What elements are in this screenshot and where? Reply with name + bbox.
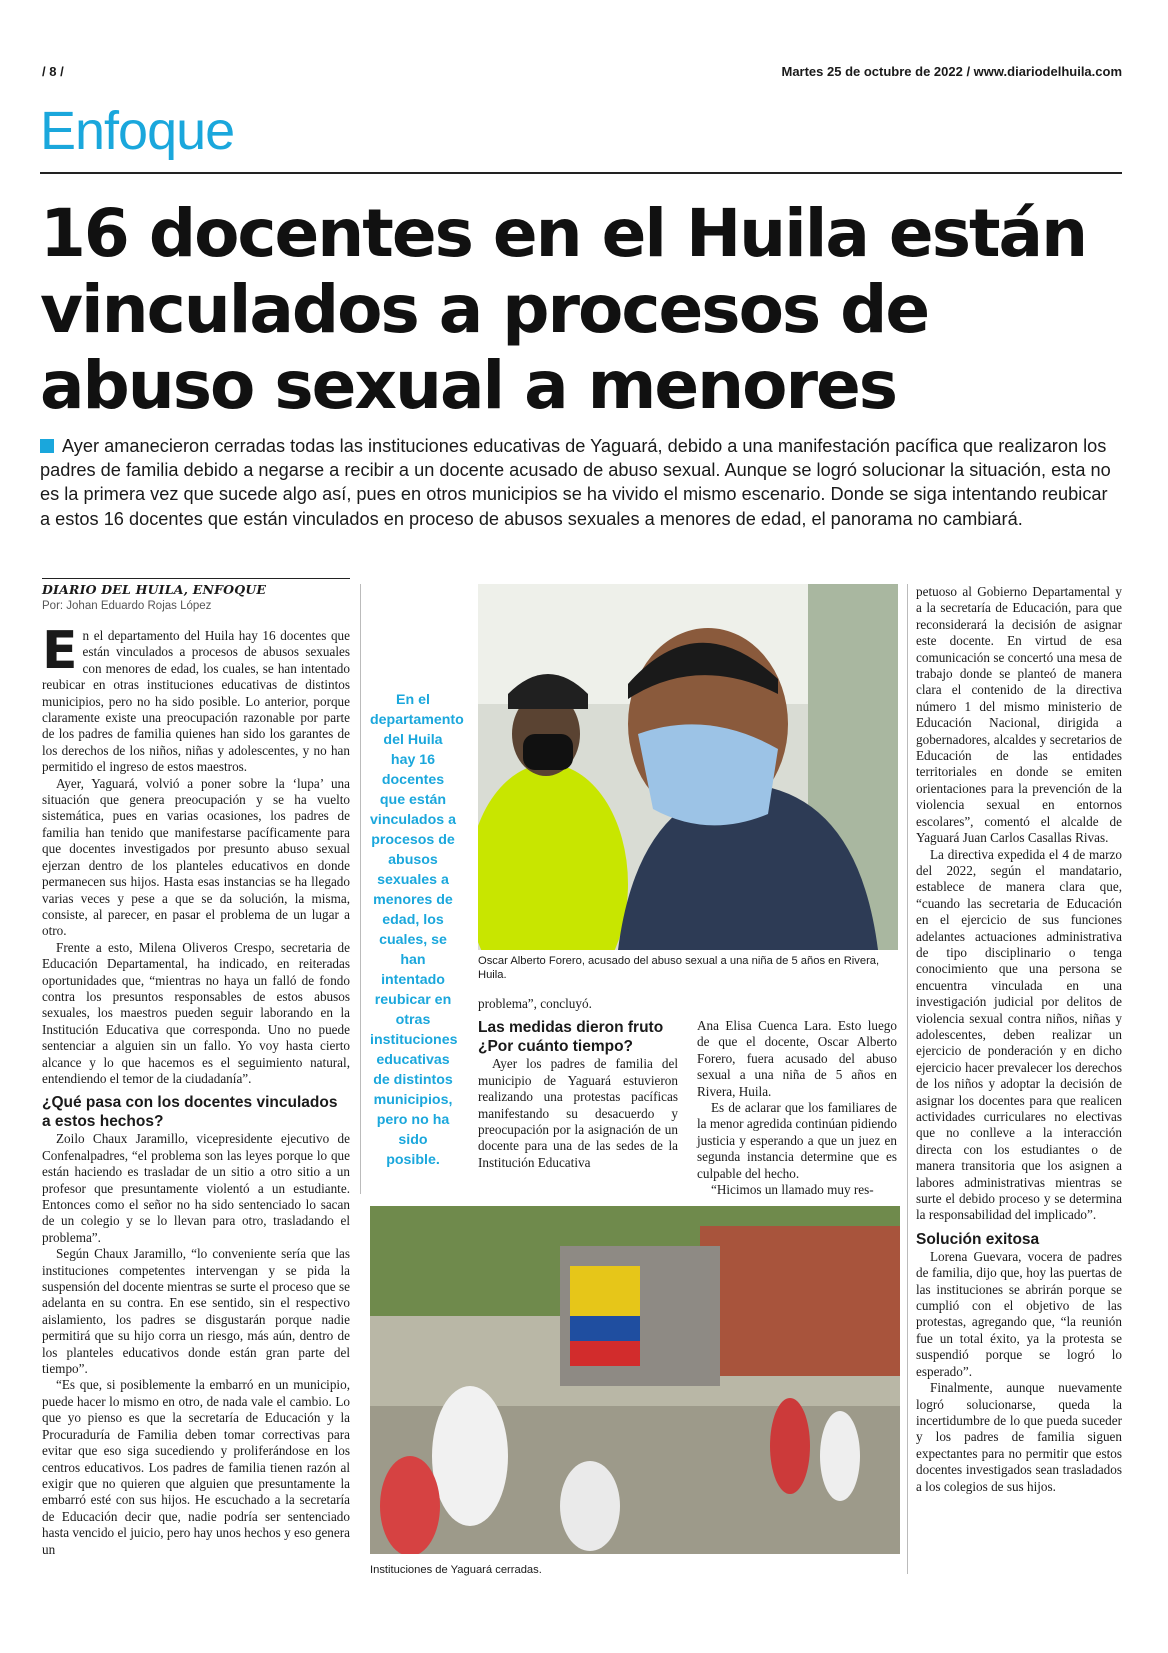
subheading: Las medidas dieron fruto ¿Por cuánto tiempo? [478, 1019, 664, 1056]
paragraph: Ana Elisa Cuenca Lara. Esto luego de que el docente, Oscar Alberto Forero, fuera acusado del abuso sexual a una niña de 5 años en Rivera, Huila. [697, 1018, 897, 1099]
square-bullet-icon [40, 439, 54, 453]
headline: 16 docentes en el Huila están vinculados a procesos de abuso sexual a menores [40, 195, 1087, 424]
column-3b [697, 1018, 897, 1198]
byline: Por: Johan Eduardo Rojas López [42, 600, 212, 612]
page-number: / 8 / [42, 64, 64, 79]
paragraph: En el departamento del Huila hay 16 docentes que están vinculados a procesos de abusos sexuales con menores de edad, los cuales, se han intentado reubicar en otras instituciones educativas de distintos municipios, pero no ha sido posible. Lo anterior, porque claramente existe una preocupación razonable por parte de los padres de familia quienes han sido los garantes de los derechos de los niños, niñas y adolescentes, y no han permitido el ingreso de estos maestros. [42, 621, 350, 775]
paragraph: “Hicimos un llamado muy res- [711, 1182, 874, 1198]
paragraph: Ayer, Yaguará, volvió a poner sobre la ‘lupa’ una situación que genera preocupación y se ha vuelto sistemática, pues en varias ocasiones, los padres de familia han tenido que manifestarse pacíficamente para que docentes investigados por presunto abuso sexual ejerzan dentro de los planteles educativos en donde permanecen sus hijos. Hasta esas instancias se ha llegado varias veces y pese a que se da solución, la misma, consiste, al parecer, en pasar el problema de un lugar a otro. [42, 775, 350, 939]
paragraph: Ayer los padres de familia del municipio de Yaguará estuvieron realizando una protestas pacíficas manifestando su desacuerdo y preocupación por la asignación de un docente para una de las sedes de la Institución Educativa [478, 1056, 678, 1170]
pull-quote: En el departamento del Huila hay 16 docentes que están vinculados a procesos de abusos sexuales a menores de edad, los cuales, se han intentado reubicar en otras instituciones educativas de distintos municipios, pero no ha sido posible. [370, 692, 464, 1168]
subheading: ¿Qué pasa con los docentes vinculados a estos hechos? [42, 1094, 338, 1131]
lead-text: Ayer amanecieron cerradas todas las instituciones educativas de Yaguará, debido a una manifestación pacífica que realizaron los padres de familia debido a negarse a recibir a un docente acusado de abuso sexual. Aunque se logró solucionar la situación, esta no es la primera vez que sucede algo así, pues en otros municipios se ha vivido el mismo escenario. Donde se siga intentando reubicar a estos 16 docentes que están vinculados en proceso de abusos sexuales a menores de edad, el panorama no cambiará. [40, 436, 1111, 529]
drop-cap: E [42, 621, 78, 681]
column-divider [907, 584, 908, 1574]
photo-closed-institutions [370, 1206, 900, 1554]
column-1 [42, 621, 350, 1558]
dateline: Martes 25 de octubre de 2022 / www.diariodelhuila.com [781, 64, 1122, 79]
kicker-rule [42, 578, 350, 579]
paragraph: La directiva expedida el 4 de marzo del 2022, según el mandatario, establece de manera clara que, “cuando las secretaria de Educación en el ejercicio de sus funciones adelantes actuaciones administrativa de tipo disciplinario o tenga conocimiento que una persona se encuentra vinculada en una investigación judicial por delitos de violencia sexual contra niños, niñas y adolescentes, deben realizar un ejercicio de ponderación y en dicho ejercicio hacer prevalecer los derechos de los niños y adoptar la decisión de asignar los docentes para que realicen actividades curriculares no electivas que no conlleve a la interacción directa con los estudiantes o de manera transitoria que los asignen a labores administrativas mientras se surte el debido proceso y se determina la responsabilidad del implicado”. [916, 846, 1122, 1223]
photo-illustration [478, 584, 898, 950]
paragraph: Lorena Guevara, vocera de padres de familia, dijo que, hoy las puertas de las instituciones se abrirán porque se cumplió con el objetivo de las protestas, agregando que, “la reunión fue un total éxito, ya la protesta se suspendió porque se logró lo esperado”. [916, 1248, 1122, 1379]
paragraph: problema”, concluyó. [478, 996, 592, 1011]
column-divider [360, 584, 361, 1194]
column-3a [478, 996, 678, 1171]
top-rule [40, 172, 1122, 174]
photo-accused-teacher [478, 584, 898, 950]
subheading: Solución exitosa [916, 1230, 1040, 1248]
photo-caption: Oscar Alberto Forero, acusado del abuso sexual a una niña de 5 años en Rivera, Huila. [478, 955, 880, 981]
paragraph: Según Chaux Jaramillo, “lo conveniente sería que las instituciones competentes intervengan y se pida la suspensión del docente mientras se surte el proceso que se adelanta en su contra. En ese sentido, sin el respectivo aislamiento, los padres se disgustarán porque nadie permitirá que su hijo corra un riesgo, más aún, dentro de los planteles educativos donde están gran parte del tiempo”. [42, 1246, 350, 1377]
section-title: Enfoque [40, 101, 235, 161]
column-4 [916, 584, 1122, 1495]
kicker: DIARIO DEL HUILA, ENFOQUE [42, 582, 267, 597]
paragraph: “Es que, si posiblemente la embarró en un municipio, puede hacer lo mismo en otro, de nada vale el cambio. Lo que yo pienso es que la secretaría de Educación y la Procuraduría de Familia deben tomar correctivas para evitar que eso siga sucediendo y proliferándose en los centros educativos. Los padres de familia tienen razón al exigir que no quieren que alguien que presuntamente la embarró esté con sus hijos. He escuchado a la secretaría de Educación decir que, nadie podría ser sentenciado hasta vencido el juicio, pero hay unos hechos y eso genera un [42, 1377, 350, 1557]
paragraph: petuoso al Gobierno Departamental y a la secretaría de Educación, para que reconsiderará la decisión de asignar este docente. En virtud de esa comunicación se concertó una mesa de trabajo donde se planteó de manera clara el contenido de la directiva número 1 del mismo ministerio de Educación Nacional, dirigida a gobernadores, alcaldes y secretarios de Educación de las entidades territoriales en donde se emiten orientaciones para la prevención de la violencia sexual en entornos escolares”, comentó el alcalde de Yaguará Juan Carlos Casallas Rivas. [916, 584, 1122, 846]
photo-caption: Instituciones de Yaguará cerradas. [370, 1564, 542, 1576]
photo-illustration [370, 1206, 900, 1554]
paragraph: Zoilo Chaux Jaramillo, vicepresidente ejecutivo de Confenalpadres, “el problema son las leyes porque lo que están haciendo es trasladar de un sitio a otro sitio a un profesor que presuntamente violentó a un estudiante. Entonces como el señor no ha sido sentenciado lo sacan de un colegio y se lo llevan para otro, trasladando el problema”. [42, 1131, 350, 1245]
paragraph: Finalmente, aunque nuevamente logró solucionarse, queda la incertidumbre de lo que pueda suceder y los padres de familia siguen expectantes para no permitir que estos docentes investigados sean trasladados a los colegios de sus hijos. [916, 1380, 1122, 1494]
paragraph: Frente a esto, Milena Oliveros Crespo, secretaria de Educación Departamental, ha indicado, en reiteradas oportunidades que, “mientras no haya un falló de fondo contra los presuntos responsables de estos abusos sexuales, los maestros pueden seguir laborando en la Institución Educativa que corresponda. Uno no puede sentenciar a alguien sin un fallo. Yo voy hasta cierto alcance y lo que hacemos es el seguimiento natural, entendiendo el temor de la ciudadanía”. [42, 939, 350, 1086]
lead-paragraph [40, 434, 1120, 531]
paragraph: Es de aclarar que los familiares de la menor agredida continúan pidiendo justicia y esperando a que un juez en segunda instancia determine que es culpable del hecho. [697, 1100, 897, 1181]
